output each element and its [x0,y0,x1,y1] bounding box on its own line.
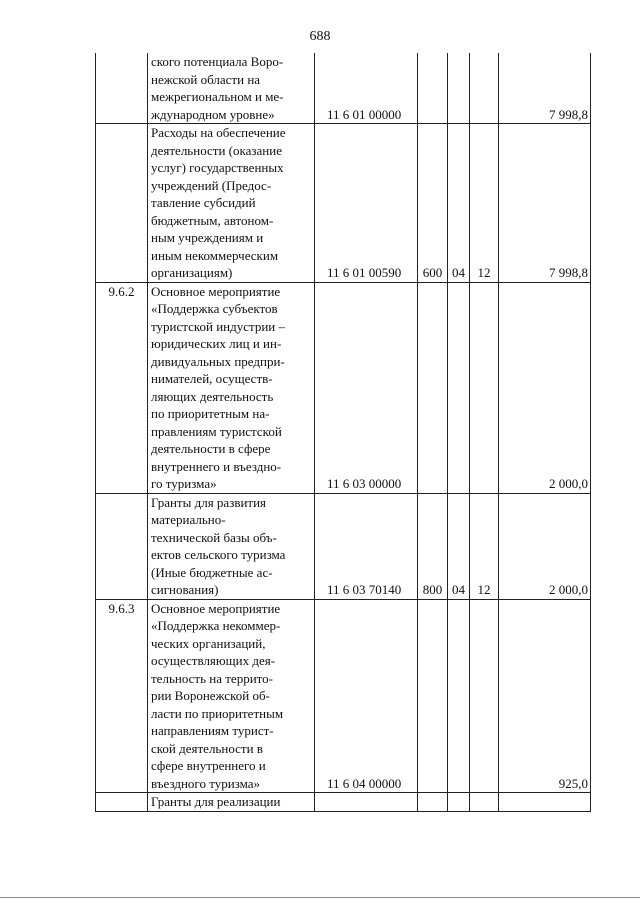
row-rz [448,53,470,124]
row-code: 11 6 01 00000 [315,53,418,124]
row-code: 11 6 01 00590 [315,124,418,283]
table-row [96,124,591,283]
row-vr: 600 [418,124,448,283]
table-row [96,282,591,493]
row-rz [448,793,470,812]
row-rz [448,599,470,793]
row-rz: 04 [448,493,470,599]
row-vr [418,599,448,793]
row-sum: 7 998,8 [499,53,591,124]
row-code: 11 6 03 70140 [315,493,418,599]
table-row [96,53,591,124]
page-number: 688 [309,29,331,44]
row-pr [470,793,499,812]
row-pr [470,282,499,493]
row-number: 9.6.2 [96,282,148,493]
row-description: Основное мероприятие «Поддержка некоммер- ческих организаций, осуществляющих дея- тельность на террито- рии Воронежской об- ласти по приоритетным направлениям турист- ской деятельности в сфере внутреннего и въездного туризма» [148,599,315,793]
row-pr: 12 [470,493,499,599]
row-code: 11 6 03 00000 [315,282,418,493]
row-number: 9.6.3 [96,599,148,793]
page-bottom-rule [0,897,640,898]
budget-table [95,53,591,812]
row-vr: 800 [418,493,448,599]
row-number [96,493,148,599]
row-description: Основное мероприятие «Поддержка субъектов туристской индустрии – юридических лиц и ин- дивидуальных предпри- нимателей, осуществ- ляющих деятельность по приоритетным на- правлениям туристской деятельности в сфере внутреннего и въездно- го туризма» [148,282,315,493]
row-number [96,793,148,812]
table-row [96,793,591,812]
row-sum: 7 998,8 [499,124,591,283]
row-vr [418,793,448,812]
row-sum: 2 000,0 [499,282,591,493]
row-vr [418,53,448,124]
table-row [96,493,591,599]
row-number [96,124,148,283]
row-description: Гранты для развития материально- технической базы объ- ектов сельского туризма (Иные бюджетные ас- сигнования) [148,493,315,599]
row-pr: 12 [470,124,499,283]
row-pr [470,599,499,793]
row-sum: 2 000,0 [499,493,591,599]
row-description: Гранты для реализации [148,793,315,812]
row-vr [418,282,448,493]
row-number [96,53,148,124]
row-code: 11 6 04 00000 [315,599,418,793]
row-description: Расходы на обеспечение деятельности (оказание услуг) государственных учреждений (Предос- тавление субсидий бюджетным, автоном- ным учреждениям и иным некоммерческим организациям) [148,124,315,283]
row-rz [448,282,470,493]
row-sum [499,793,591,812]
row-rz: 04 [448,124,470,283]
row-description: ского потенциала Воро- нежской области на межрегиональном и ме- ждународном уровне» [148,53,315,124]
row-sum: 925,0 [499,599,591,793]
row-pr [470,53,499,124]
table-row [96,599,591,793]
row-code [315,793,418,812]
